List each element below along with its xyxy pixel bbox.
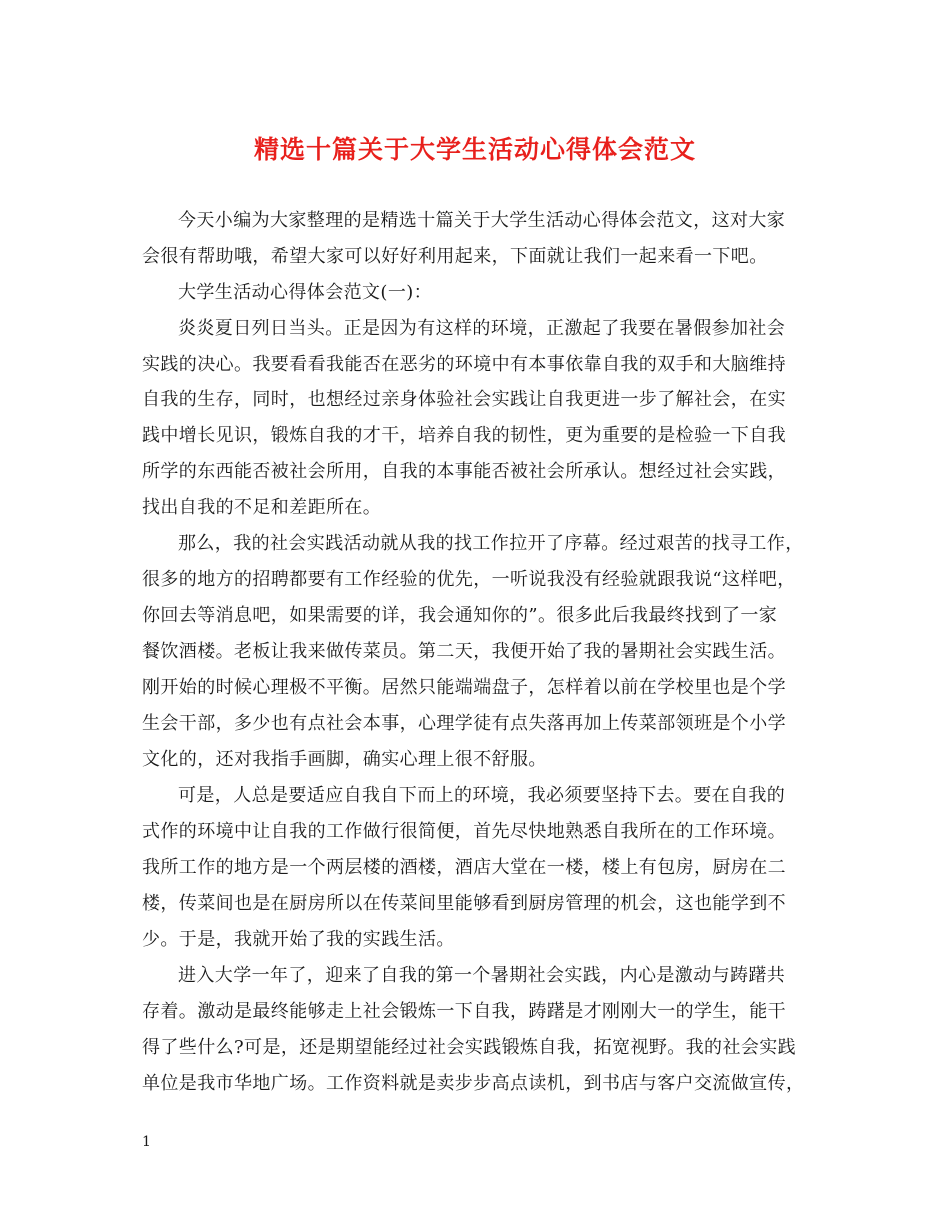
text-line: 进入大学一年了，迎来了自我的第一个暑期社会实践，内心是激动与踌躇共: [178, 965, 786, 986]
text-line: 找出自我的不足和差距所在。: [142, 497, 382, 518]
text-line: 少。于是，我就开始了我的实践生活。: [142, 929, 455, 950]
document-title: 精选十篇关于大学生活动心得体会范文: [253, 135, 696, 164]
text-line: 那么，我的社会实践活动就从我的找工作拉开了序幕。经过艰苦的找寻工作，: [178, 533, 804, 554]
text-line: 践中增长见识，锻炼自我的才干，培养自我的韧性，更为重要的是检验一下自我: [142, 425, 786, 446]
text-line: 会很有帮助哦，希望大家可以好好利用起来，下面就让我们一起来看一下吧。: [142, 246, 768, 267]
text-line: 你回去等消息吧，如果需要的详，我会通知你的”。很多此后我最终找到了一家: [142, 605, 778, 626]
text-line: 所学的东西能否被社会所用，自我的本事能否被社会所承认。想经过社会实践，: [142, 461, 786, 482]
text-line: 存着。激动是最终能够走上社会锻炼一下自我，踌躇是才刚刚大一的学生，能干: [142, 1001, 786, 1022]
text-line: 大学生活动心得体会范文(一)：: [178, 282, 433, 303]
text-line: 我所工作的地方是一个两层楼的酒楼，酒店大堂在一楼，楼上有包房，厨房在二: [142, 857, 786, 878]
text-line: 式作的环境中让自我的工作做行很简便，首先尽快地熟悉自我所在的工作环境。: [142, 821, 786, 842]
text-line: 自我的生存，同时，也想经过亲身体验社会实践让自我更进一步了解社会，在实: [142, 389, 786, 410]
text-line: 可是，人总是要适应自我自下而上的环境，我必须要坚持下去。要在自我的: [178, 785, 786, 806]
text-line: 生会干部，多少也有点社会本事，心理学徒有点失落再加上传菜部领班是个小学: [142, 713, 786, 734]
text-line: 餐饮酒楼。老板让我来做传菜员。第二天，我便开始了我的暑期社会实践生活。: [142, 641, 786, 662]
text-line: 得了些什么?可是，还是期望能经过社会实践锻炼自我，拓宽视野。我的社会实践: [142, 1037, 797, 1058]
text-line: 单位是我市华地广场。工作资料就是卖步步高点读机，到书店与客户交流做宣传，: [142, 1073, 805, 1094]
text-line: 很多的地方的招聘都要有工作经验的优先，一听说我没有经验就跟我说“这样吧，: [142, 569, 796, 590]
text-line: 实践的决心。我要看看我能否在恶劣的环境中有本事依靠自我的双手和大脑维持: [142, 354, 786, 375]
page-number: 1: [142, 1134, 151, 1150]
text-line: 炎炎夏日列日当头。正是因为有这样的环境，正激起了我要在暑假参加社会: [178, 318, 786, 339]
text-line: 今天小编为大家整理的是精选十篇关于大学生活动心得体会范文，这对大家: [178, 210, 786, 231]
text-line: 楼，传菜间也是在厨房所以在传菜间里能够看到厨房管理的机会，这也能学到不: [142, 893, 786, 914]
text-line: 刚开始的时候心理极不平衡。居然只能端端盘子，怎样着以前在学校里也是个学: [142, 677, 786, 698]
text-line: 文化的，还对我指手画脚，确实心理上很不舒服。: [142, 749, 547, 770]
